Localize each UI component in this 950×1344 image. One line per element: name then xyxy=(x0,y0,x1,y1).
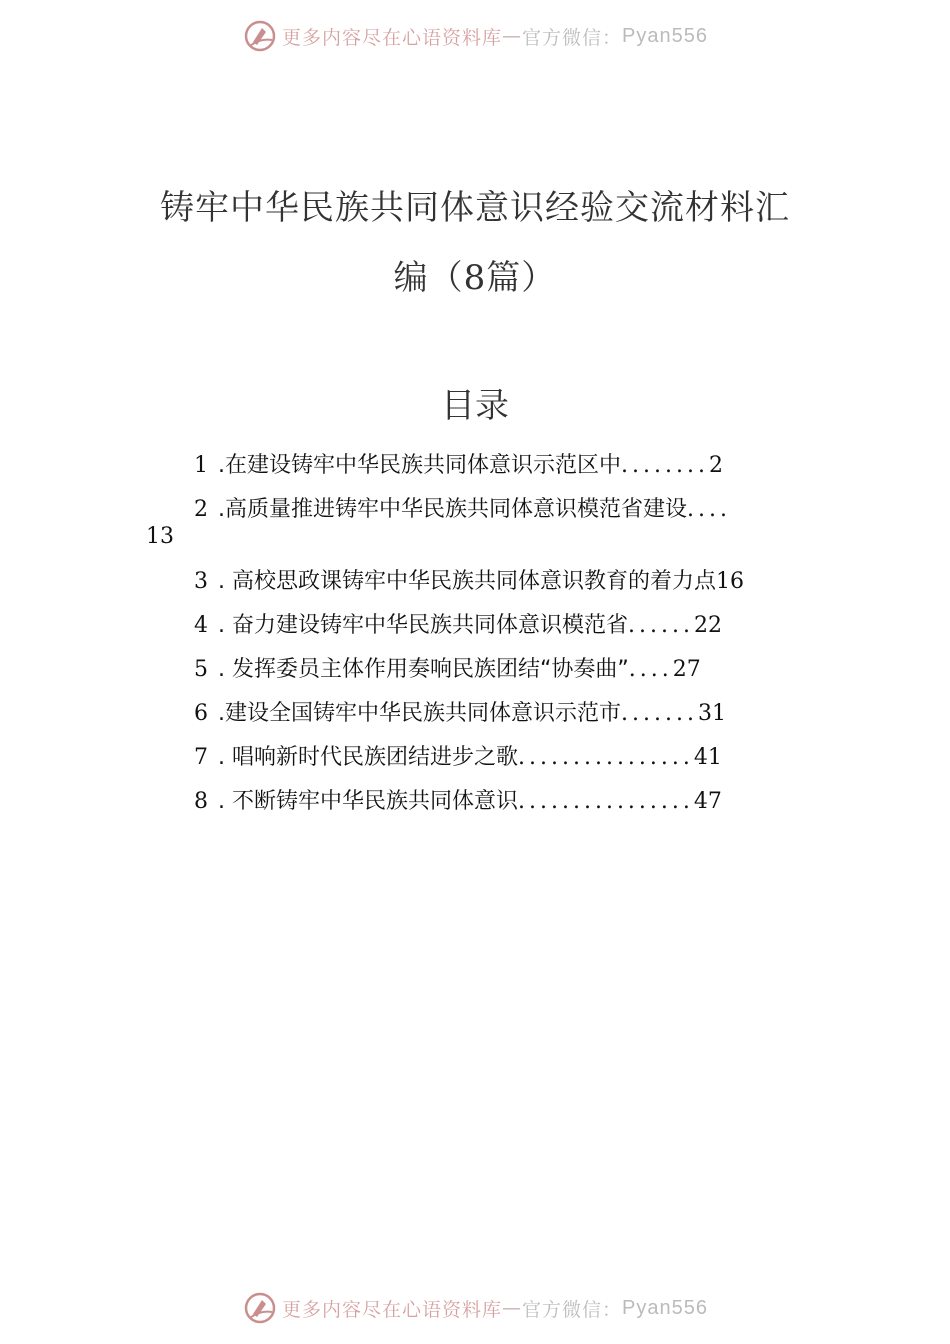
watermark-separator: — xyxy=(502,1297,523,1319)
toc-item-number: 4 xyxy=(194,613,208,638)
toc-item-8[interactable] xyxy=(194,784,722,815)
brand-logo-icon xyxy=(242,18,278,54)
toc-item-6[interactable] xyxy=(194,696,726,727)
watermark-contact-label: 官方微信： xyxy=(522,1298,623,1321)
toc-item-number: 6 xyxy=(194,701,208,726)
toc-item-leader: ...... xyxy=(628,613,694,638)
toc-item-page: 41 xyxy=(693,745,722,770)
toc-item-title: .建设全国铸牢中华民族共同体意识示范市 xyxy=(218,701,621,726)
toc-item-title: . 唱响新时代民族团结进步之歌 xyxy=(218,745,518,770)
toc-item-page: 2 xyxy=(708,453,723,478)
watermark-brand: 更多内容尽在心语资料库 xyxy=(282,1298,503,1321)
toc-item-title: . 高校思政课铸牢中华民族共同体意识教育的着力点 xyxy=(218,569,716,594)
toc-item-1[interactable] xyxy=(194,448,723,479)
toc-item-number: 7 xyxy=(194,745,208,770)
toc-item-number: 8 xyxy=(194,789,208,814)
toc-item-leader: .... xyxy=(687,497,731,522)
watermark-header xyxy=(0,18,950,54)
watermark-brand: 更多内容尽在心语资料库 xyxy=(282,26,503,49)
document-title-line2: 编（8篇） xyxy=(393,258,557,298)
toc-item-page: 27 xyxy=(672,657,701,682)
toc-item-title: . 不断铸牢中华民族共同体意识 xyxy=(218,789,518,814)
toc-item-7[interactable] xyxy=(194,740,722,771)
watermark-contact-label: 官方微信： xyxy=(522,26,623,49)
toc-item-page: 47 xyxy=(693,789,722,814)
toc-item-title: . 发挥委员主体作用奏响民族团结“协奏曲” xyxy=(218,657,629,682)
toc-item-title: .高质量推进铸牢中华民族共同体意识模范省建设 xyxy=(218,497,687,522)
toc-item-page: 22 xyxy=(693,613,722,638)
toc-item-2[interactable] xyxy=(194,492,731,523)
toc-item-4[interactable] xyxy=(194,608,722,639)
watermark-footer xyxy=(0,1290,950,1326)
toc-item-leader: ........ xyxy=(621,453,709,478)
toc-item-5[interactable] xyxy=(194,652,701,683)
toc-item-leader: ....... xyxy=(621,701,698,726)
toc-item-number: 2 xyxy=(194,497,208,522)
toc-item-leader: ................ xyxy=(518,745,694,770)
toc-item-3[interactable] xyxy=(194,564,744,595)
toc-item-title: .在建设铸牢中华民族共同体意识示范区中 xyxy=(218,453,621,478)
toc-item-page: 31 xyxy=(697,701,726,726)
toc-item-2-page[interactable]: 13 xyxy=(146,524,174,549)
toc-item-leader: ................ xyxy=(518,789,694,814)
watermark-contact-id: Pyan556 xyxy=(622,24,708,47)
toc-item-page: 16 xyxy=(716,569,744,594)
toc-item-number: 1 xyxy=(194,453,208,478)
watermark-separator: — xyxy=(502,25,523,47)
toc-item-title: . 奋力建设铸牢中华民族共同体意识模范省 xyxy=(218,613,628,638)
toc-item-number: 5 xyxy=(194,657,208,682)
toc-item-leader: .... xyxy=(628,657,673,682)
watermark-contact-id: Pyan556 xyxy=(622,1296,708,1319)
toc-item-number: 3 xyxy=(194,569,208,594)
document-title-line1: 铸牢中华民族共同体意识经验交流材料汇 xyxy=(160,188,790,228)
toc-heading: 目录 xyxy=(441,386,509,426)
brand-logo-icon xyxy=(242,1290,278,1326)
